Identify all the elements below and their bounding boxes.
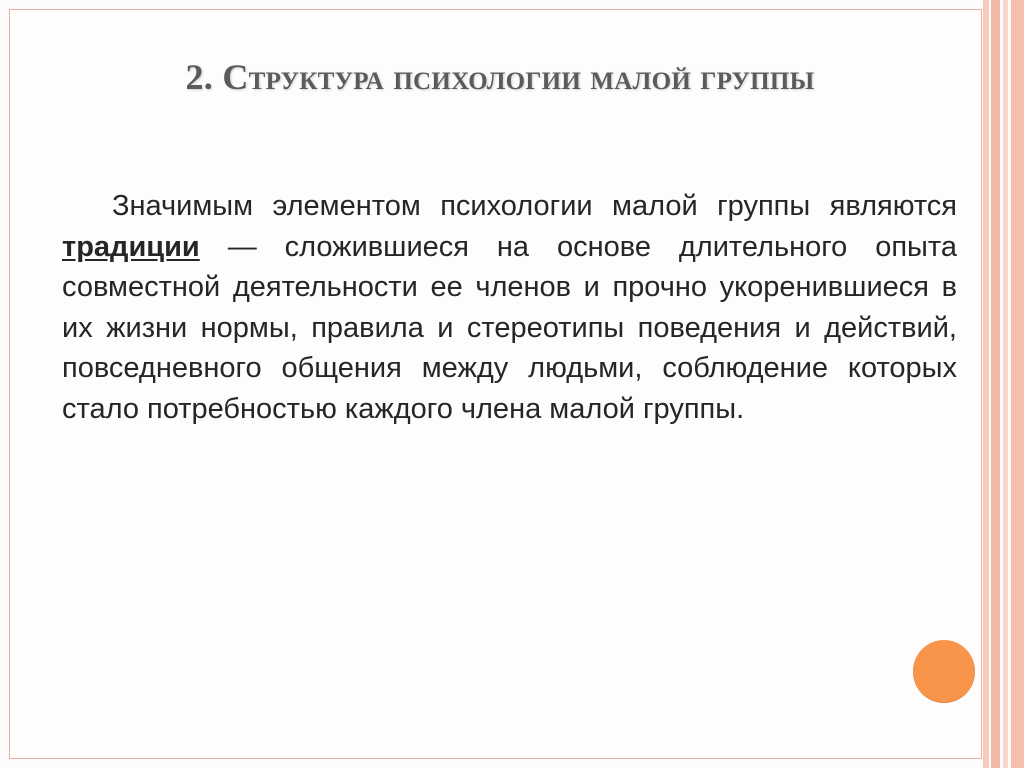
paragraph-lead-text: Значимым элементом психологии малой группы являются (112, 190, 957, 222)
decorative-stripe (1011, 0, 1024, 768)
decorative-stripe (1003, 0, 1008, 768)
orange-circle-decoration (913, 640, 975, 702)
decorative-stripe (991, 0, 1000, 768)
decorative-stripe (983, 0, 989, 768)
slide-title: 2. Структура психологии малой группы (185, 57, 815, 97)
paragraph-rest-text: — сложившиеся на основе длительного опыта совместной деятельности ее членов и прочно укоренившиеся в их жизни нормы, правила и стереотипы поведения и действий, повседневного общения между людьми, соблюдение которых стало потребностью каждого члена малой группы. (62, 230, 957, 425)
body-paragraph (62, 186, 957, 429)
highlighted-term: традиции (62, 230, 200, 263)
